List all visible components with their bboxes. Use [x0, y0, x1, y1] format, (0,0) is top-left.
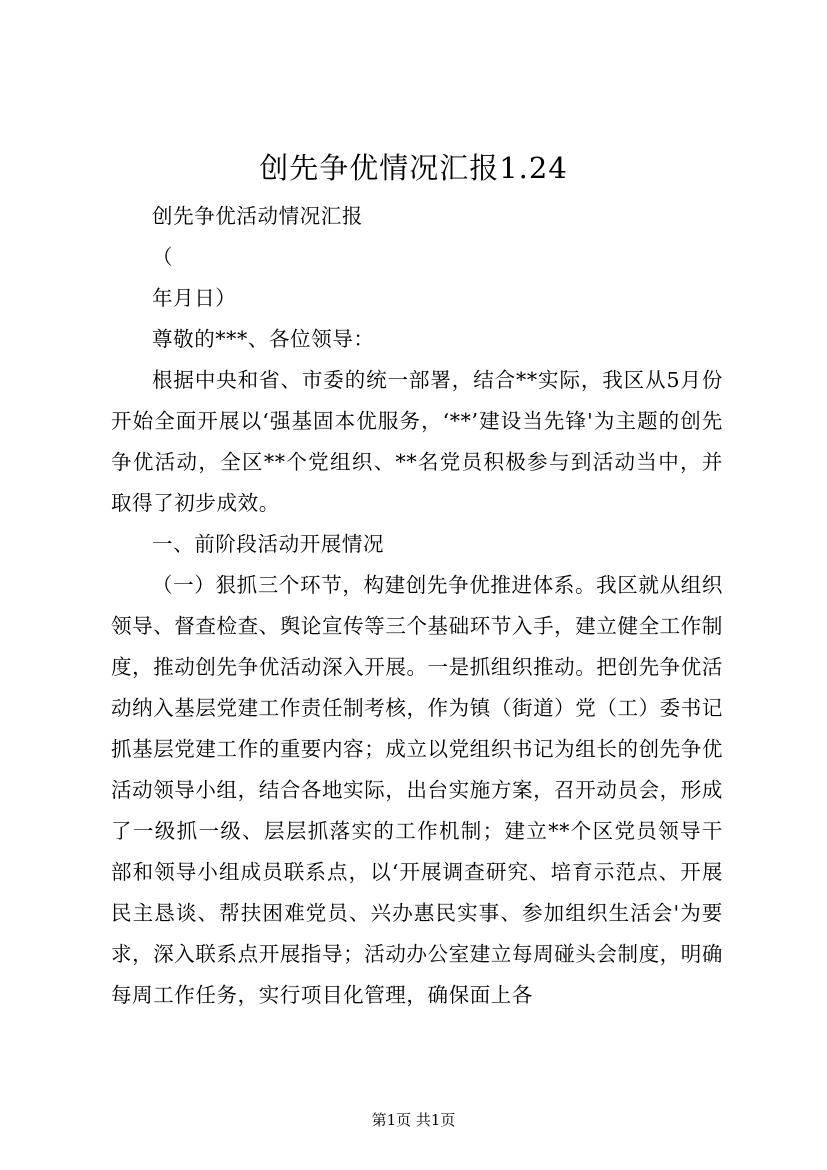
paragraph-open-paren: （ — [152, 245, 174, 269]
paragraph-section-one: （一）狠抓三个环节，构建创先争优推进体系。我区就从组织领导、督查检查、舆论宣传等三个基础环节入手，建立健全工作制度，推动创先争优活动深入开展。一是抓组织推动。把创先争优活动纳入基层党建工作责任制考核，作为镇（街道）党（工）委书记抓基层党建工作的重要内容；成立以党组织书记为组长的创先争优活动领导小组，结合各地实际，出台实施方案，召开动员会，形成了一级抓一级、层层抓落实的工作机制；建立**个区党员领导干部和领导小组成员联系点，以‘开展调查研究、培育示范点、开展民主恳谈、帮扶困难党员、兴办惠民实事、参加组织生活会'为要求，深入联系点开展指导；活动办公室建立每周碰头会制度，明确每周工作任务，实行项目化管理，确保面上各 — [111, 573, 723, 1007]
section-heading: 一、前阶段活动开展情况 — [152, 532, 385, 556]
document-title: 创先争优情况汇报1.24 — [259, 151, 568, 185]
paragraph-subtitle: 创先争优活动情况汇报 — [152, 204, 363, 228]
document-body — [111, 196, 723, 1016]
paragraph-salutation: 尊敬的***、各位领导： — [152, 327, 375, 351]
paragraph-date: 年月日） — [152, 286, 237, 310]
page-footer: 第1页 共1页 — [371, 1111, 456, 1129]
paragraph-intro: 根据中央和省、市委的统一部署，结合**实际，我区从5月份开始全面开展以‘强基固本优服务，‘**’建设当先锋'为主题的创先争优活动，全区**个党组织、**名党员积极参与到活动当中，并取得了初步成效。 — [111, 368, 723, 515]
